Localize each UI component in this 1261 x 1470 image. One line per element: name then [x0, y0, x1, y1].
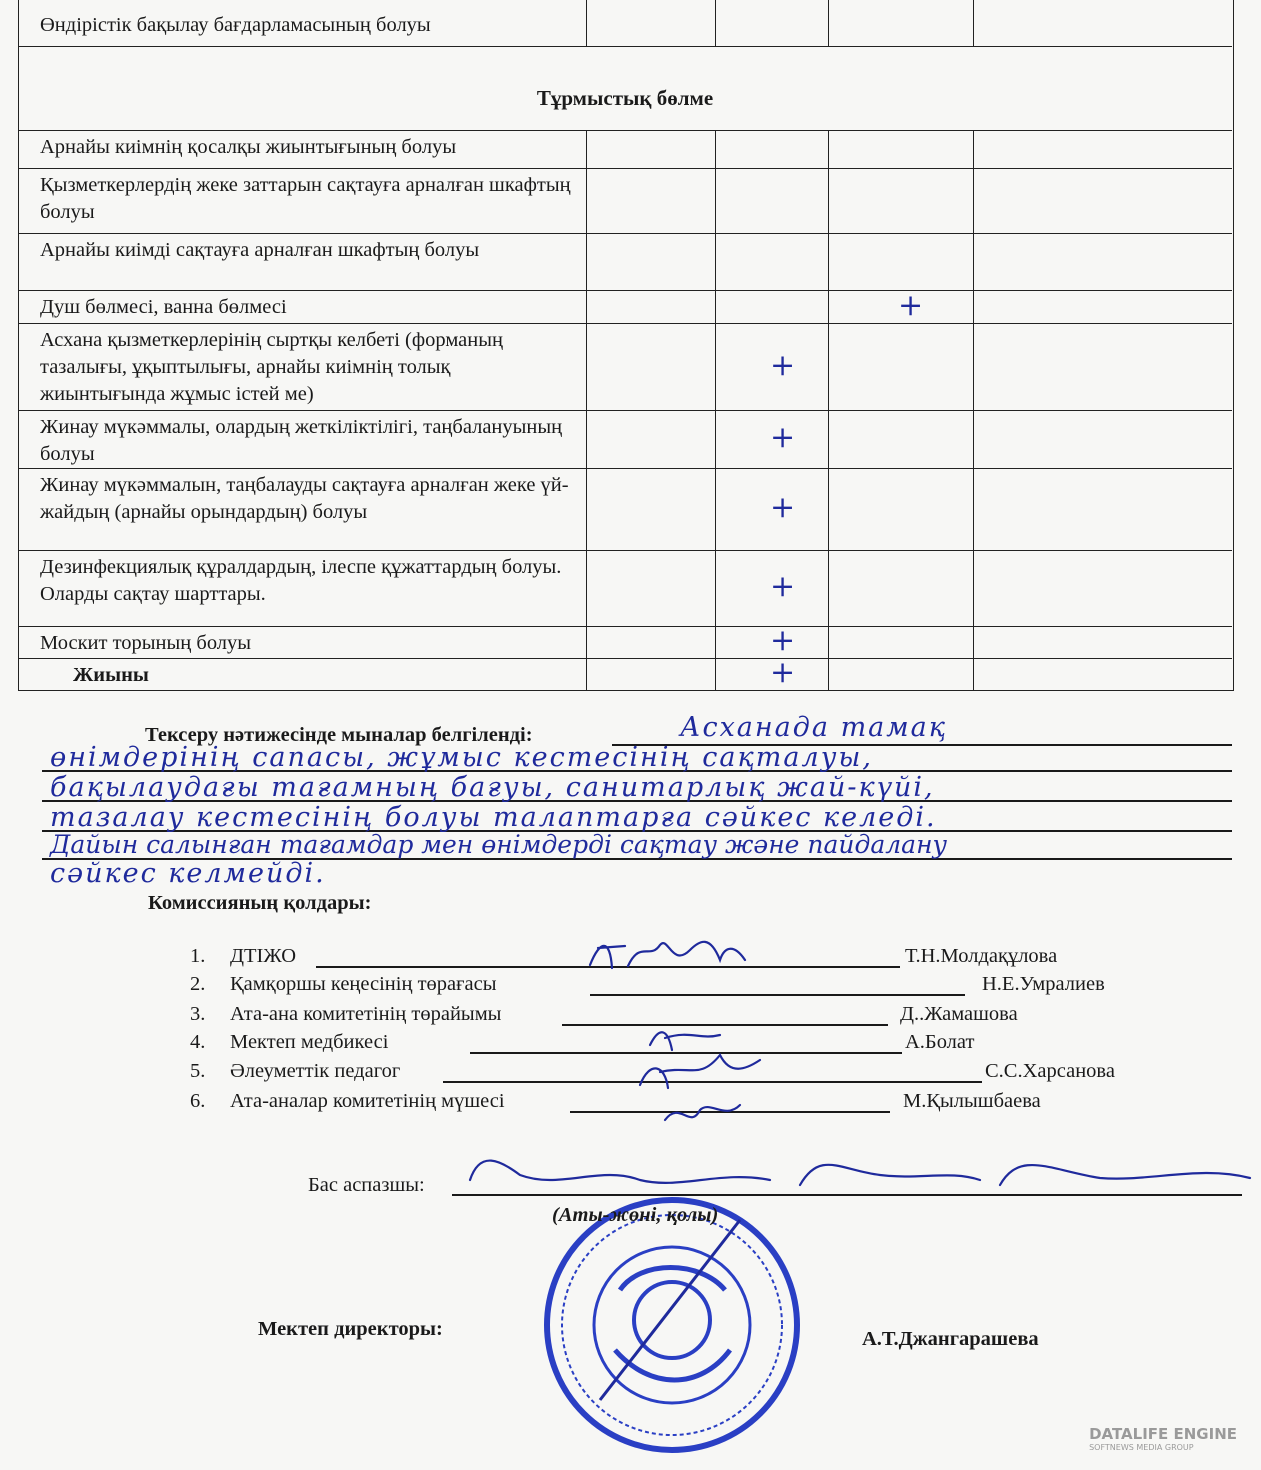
- handwritten-check-mark: +: [770, 655, 796, 690]
- member-number: 1.: [190, 945, 206, 967]
- row-label: Асхана қызметкерлерінің сыртқы келбеті (форманың тазалығы, ұқыптылығы, арнайы киімнің толық жиынтығында жұмыс істей ме): [40, 329, 503, 405]
- watermark-subtitle: SOFTNEWS MEDIA GROUP: [1089, 1443, 1194, 1452]
- row-label: Өндірістік бақылау бағдарламасының болуы: [40, 14, 431, 36]
- official-stamp: [547, 1200, 797, 1450]
- findings-label: Тексеру нәтижесінде мыналар белгіленді:: [145, 724, 533, 746]
- watermark-title: DATALIFE ENGINE: [1089, 1425, 1237, 1443]
- row-label: Жинау мүкәммалын, таңбалауды сақтауға арналған жеке үй-жайдың (арнайы орындардың) болуы: [40, 474, 569, 523]
- member-number: 4.: [190, 1031, 206, 1053]
- handwritten-finding: сәйкес келмейді.: [50, 858, 326, 889]
- row-label: Душ бөлмесі, ванна бөлмесі: [40, 296, 287, 318]
- handwritten-check-mark: +: [770, 490, 796, 525]
- handwritten-check-mark: +: [770, 623, 796, 658]
- row-label: Қызметкерлердің жеке заттарын сақтауға арналған шкафтың болуы: [40, 174, 571, 223]
- member-role: ДТІЖО: [230, 945, 296, 967]
- handwritten-finding: өнімдерінің сапасы, жұмыс кестесінің сақталуы,: [50, 742, 873, 773]
- row-label: Жиыны: [73, 664, 149, 686]
- member-role: Әлеуметтік педагог: [230, 1060, 401, 1082]
- handwritten-check-mark: +: [770, 347, 796, 383]
- member-role: Ата-ана комитетінің төрайымы: [230, 1003, 502, 1025]
- director-name: А.Т.Джангарашева: [862, 1328, 1039, 1350]
- handwritten-finding: бақылаудағы тағамның бағуы, санитарлық жай-күйі,: [50, 772, 935, 803]
- member-number: 6.: [190, 1090, 206, 1112]
- member-name: А.Болат: [905, 1031, 975, 1053]
- watermark: [1089, 1425, 1237, 1452]
- handwritten-finding: тазалау кестесінің болуы талаптарға сәйкес келеді.: [50, 802, 937, 833]
- signature-5: [640, 1055, 760, 1088]
- row-label: Арнайы киімді сақтауға арналған шкафтың болуы: [40, 239, 480, 261]
- handwritten-check-mark: +: [770, 569, 796, 604]
- row-label: Москит торының болуы: [40, 632, 252, 654]
- section-title: Тұрмыстық бөлме: [536, 86, 714, 110]
- member-name: Н.Е.Умралиев: [982, 973, 1105, 995]
- handwritten-check-mark: +: [770, 420, 796, 455]
- handwritten-finding: Асханада тамақ: [680, 712, 948, 743]
- member-name: Д..Жамашова: [900, 1003, 1018, 1025]
- member-name: М.Қылышбаева: [903, 1090, 1041, 1112]
- signature-6: [665, 1105, 740, 1120]
- commission-title: Комиссияның қолдары:: [148, 892, 372, 914]
- handwritten-check-mark: +: [898, 287, 924, 323]
- member-number: 5.: [190, 1060, 206, 1082]
- member-role: Ата-аналар комитетінің мүшесі: [230, 1090, 505, 1112]
- chef-label: Бас аспазшы:: [308, 1174, 425, 1196]
- signature-chef: [470, 1161, 1250, 1185]
- signature-1: [590, 942, 745, 968]
- member-number: 2.: [190, 973, 206, 995]
- chef-caption: (Аты-жөні, қолы): [552, 1204, 719, 1226]
- row-label: Жинау мүкәммалы, олардың жеткіліктілігі, таңбалануының болуы: [40, 416, 563, 465]
- member-name: С.С.Харсанова: [985, 1060, 1115, 1082]
- member-role: Мектеп медбикесі: [230, 1031, 389, 1053]
- row-label: Дезинфекциялық құралдардың, ілеспе құжаттардың болуы. Оларды сақтау шарттары.: [40, 556, 562, 605]
- row-label: Арнайы киімнің қосалқы жиынтығының болуы: [40, 136, 457, 158]
- signature-4: [650, 1032, 720, 1050]
- handwritten-finding: Дайын салынған тағамдар мен өнімдерді сақтау және пайдалану: [50, 830, 948, 859]
- member-number: 3.: [190, 1003, 206, 1025]
- member-role: Қамқоршы кеңесінің төрағасы: [230, 973, 497, 995]
- director-label: Мектеп директоры:: [258, 1318, 443, 1340]
- member-name: Т.Н.Молдақұлова: [905, 945, 1058, 967]
